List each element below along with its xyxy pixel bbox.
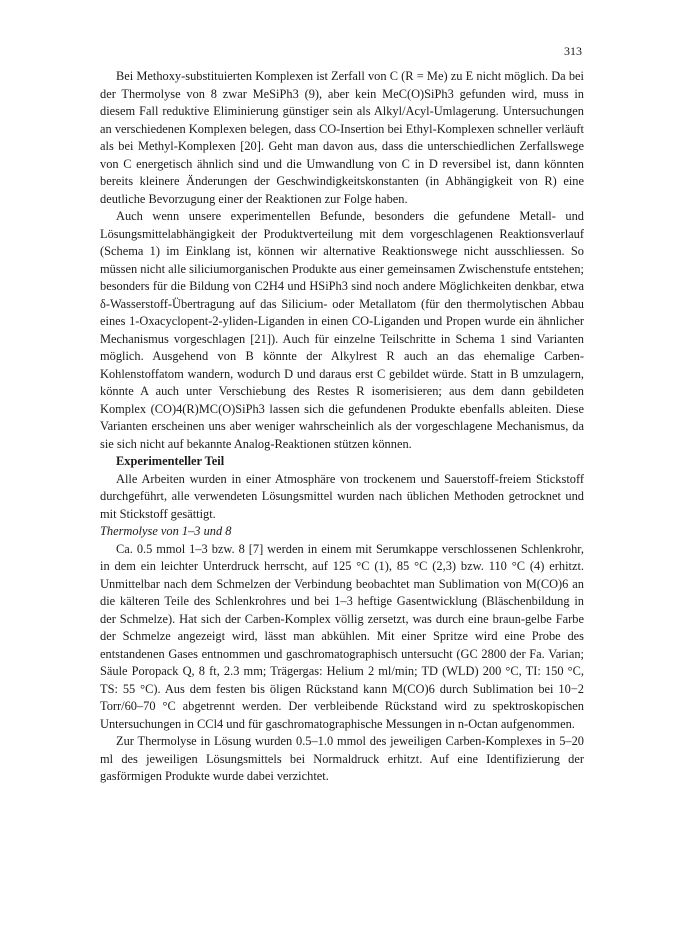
paragraph: Ca. 0.5 mmol 1–3 bzw. 8 [7] werden in einem mit Serumkappe verschlossenen Schlenkrohr, in dem ein leichter Unterdruck herrscht, auf 125 °C (1), 85 °C (2,3) bzw. 110 °C (4) erhitzt. Unmittelbar nach dem Schmelzen der Verbindung beobachtet man Sublimation von M(CO)6 an die kälteren Teile des Schlenkrohres und bei 1–3 heftige Gasentwicklung (Bläschenbildung in der Schmelze). Hat sich der Carben-Komplex völlig zersetzt, was durch eine braun-gelbe Farbe der Schmelze angezeigt wird, lässt man abkühlen. Mit einer Spritze wird eine Probe des entstandenen Gases entnommen und gaschromatographisch untersucht (GC 2800 der Fa. Varian; Säule Poropack Q, 8 ft, 2.3 mm; Trägergas: Helium 2 ml/min; TD (WLD) 200 °C, TI: 150 °C, TS: 55 °C). Aus dem festen bis öligen Rückstand kann M(CO)6 durch Sublimation bei 10−2 Torr/60–70 °C abgetrennt werden. Der verbleibende Rückstand wird zu spektroskopischen Untersuchungen in CCl4 und für gaschromatographische Messungen in n-Octan aufgenommen. (100, 541, 584, 731)
paragraph: Alle Arbeiten wurden in einer Atmosphäre von trockenem und Sauerstoff-freiem Stickstoff durchgeführt, alle verwendeten Lösungsmittel wurden nach üblichen Methoden getrocknet und mit Stickstoff gesättigt. (100, 471, 584, 521)
paragraph: Zur Thermolyse in Lösung wurden 0.5–1.0 mmol des jeweiligen Carben-Komplexes in 5–20 ml des jeweiligen Lösungsmittels bei Normaldruck erhitzt. Auf eine Identifizierung der gasförmigen Produkte wurde dabei verzichtet. (100, 734, 584, 783)
paragraph: Auch wenn unsere experimentellen Befunde, besonders die gefundene Metall- und Lösungsmittelabhängigkeit der Produktverteilung mit dem vorgeschlagenen Reaktionsverlauf (Schema 1) im Einklang ist, können wir alternative Reaktionswege nicht ausschliessen. So müssen nicht alle siliciumorganischen Produkte aus einer gemeinsamen Zwischenstufe entstehen; besonders für die Bildung von C2H4 und HSiPh3 sind noch andere Möglichkeiten denkbar, etwa δ-Wasserstoff-Übertragung auf das Silicium- oder Metallatom (für den thermolytischen Abbau eines 1-Oxacyclopent-2-yliden-Liganden in einen CO-Liganden und Propen wurde ein ähnlicher Mechanismus vorgeschlagen [21]). Auch für einzelne Teilschritte in Schema 1 sind Varianten möglich. Ausgehend von B könnte der Alkylrest R auch an das ehemalige Carben-Kohlenstoffatom wandern, wodurch D und daraus erst C gebildet würde. Statt in B umzulagern, könnte A auch unter Verschiebung des Restes R isomerisieren; aus dem dann gebildeten Komplex (CO)4(R)MC(O)SiPh3 lassen sich die gefundenen Produkte ebenfalls ableiten. Diese Varianten erscheinen uns aber weniger wahrscheinlich als der vorgeschlagene Mechanismus, da sie sich nicht auf bekannte Analog-Reaktionen stützen können. (100, 209, 584, 451)
paragraph: Bei Methoxy-substituierten Komplexen ist Zerfall von C (R = Me) zu E nicht möglich. Da bei der Thermolyse von 8 zwar MeSiPh3 (9), aber kein MeC(O)SiPh3 gefunden wird, muss in diesem Fall reduktive Eliminierung günstiger sein als Alkyl/Acyl-Umlagerung. Untersuchungen an verschiedenen Komplexen belegen, dass CO-Insertion bei Ethyl-Komplexen schneller verläuft als bei Methyl-Komplexen [20]. Geht man davon aus, dass die unterschiedlichen Zerfallswege von C energetisch ähnlich sind und die Umwandlung von C in D reversibel ist, dann könnten bereits kleinere Änderungen der Geschwindigkeitskonstanten (in Abhängigkeit von R) eine deutliche Bevorzugung einer der Reaktionen zur Folge haben. (100, 69, 584, 206)
page-number: 313 (564, 44, 582, 58)
subheading: Thermolyse von 1–3 und 8 (100, 524, 232, 538)
section-heading: Experimenteller Teil (116, 454, 225, 468)
article-body (100, 68, 584, 786)
